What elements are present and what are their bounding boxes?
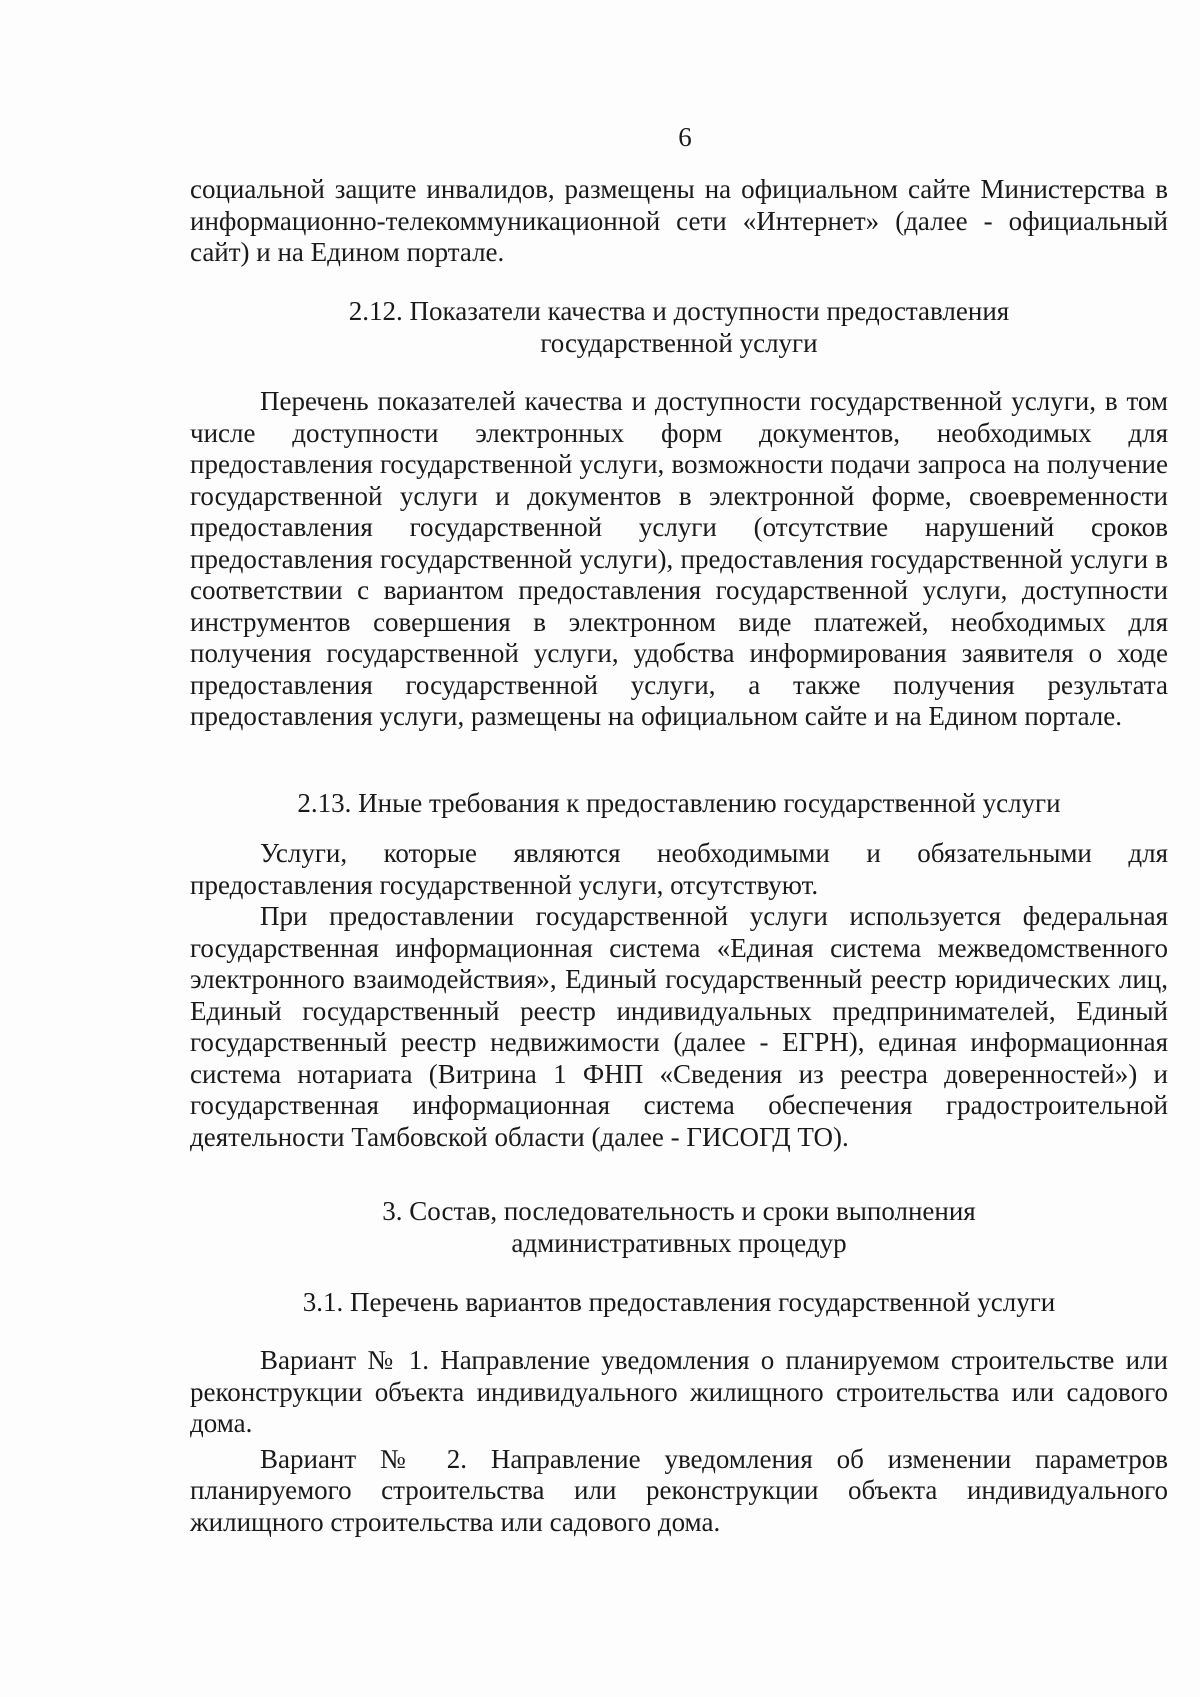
section-3-1-heading: 3.1. Перечень вариантов предоставления государственной услуги (302, 1287, 1056, 1317)
section-3-heading-line1: 3. Состав, последовательность и сроки выполнения (382, 1196, 976, 1226)
section-2-13-paragraph-1: Услуги, которые являются необходимыми и обязательными для предоставления государственной услуги, отсутствуют. (190, 838, 1168, 900)
section-2-12-body (190, 386, 1168, 733)
section-2-13-heading: 2.13. Иные требования к предоставлению государственной услуги (297, 788, 1061, 818)
section-3-heading-line2: административных процедур (511, 1228, 847, 1258)
section-2-13-paragraph-2: При предоставлении государственной услуги используется федеральная государственная информационная система «Единая система межведомственного электронного взаимодействия», Единый государственный реестр юридических лиц, Единый государственный реестр индивидуальных предпринимателей, Единый государственный реестр недвижимости (далее - ЕГРН), единая информационная система нотариата (Витрина 1 ФНП «Сведения из реестра доверенностей») и государственная информационная система обеспечения градостроительной деятельности Тамбовской области (далее - ГИСОГД ТО). (190, 901, 1168, 1152)
intro-paragraph-block (190, 174, 1168, 269)
section-2-12-heading-line2: государственной услуги (540, 328, 818, 358)
intro-paragraph: социальной защите инвалидов, размещены на официальном сайте Министерства в информационно-телекоммуникационной сети «Интернет» (далее - официальный сайт) и на Едином портале. (190, 174, 1168, 267)
section-2-12-paragraph: Перечень показателей качества и доступности государственной услуги, в том числе доступности электронных форм документов, необходимых для предоставления государственной услуги, возможности подачи запроса на получение государственной услуги и документов в электронной форме, своевременности предоставления государственной услуги (отсутствие нарушений сроков предоставления государственной услуги), предоставления государственной услуги в соответствии с вариантом предоставления государственной услуги, доступности инструментов совершения в электронном виде платежей, необходимых для получения государственной услуги, удобства информирования заявителя о ходе предоставления государственной услуги, а также получения результата предоставления услуги, размещены на официальном сайте и на Едином портале. (190, 386, 1168, 731)
section-2-12-heading-line1: 2.12. Показатели качества и доступности предоставления (348, 296, 1010, 326)
section-3-1-body (190, 1345, 1168, 1538)
section-3-heading (190, 1195, 1168, 1259)
variant-2-paragraph: Вариант № 2. Направление уведомления об изменении параметров планируемого строительства или реконструкции объекта индивидуального жилищного строительства или садового дома. (190, 1443, 1168, 1537)
section-2-13-body (190, 838, 1168, 1153)
variant-1-paragraph: Вариант № 1. Направление уведомления о планируемом строительстве или реконструкции объекта индивидуального жилищного строительства или садового дома. (190, 1345, 1168, 1438)
page-number: 6 (678, 122, 692, 152)
section-2-12-heading (190, 295, 1168, 359)
